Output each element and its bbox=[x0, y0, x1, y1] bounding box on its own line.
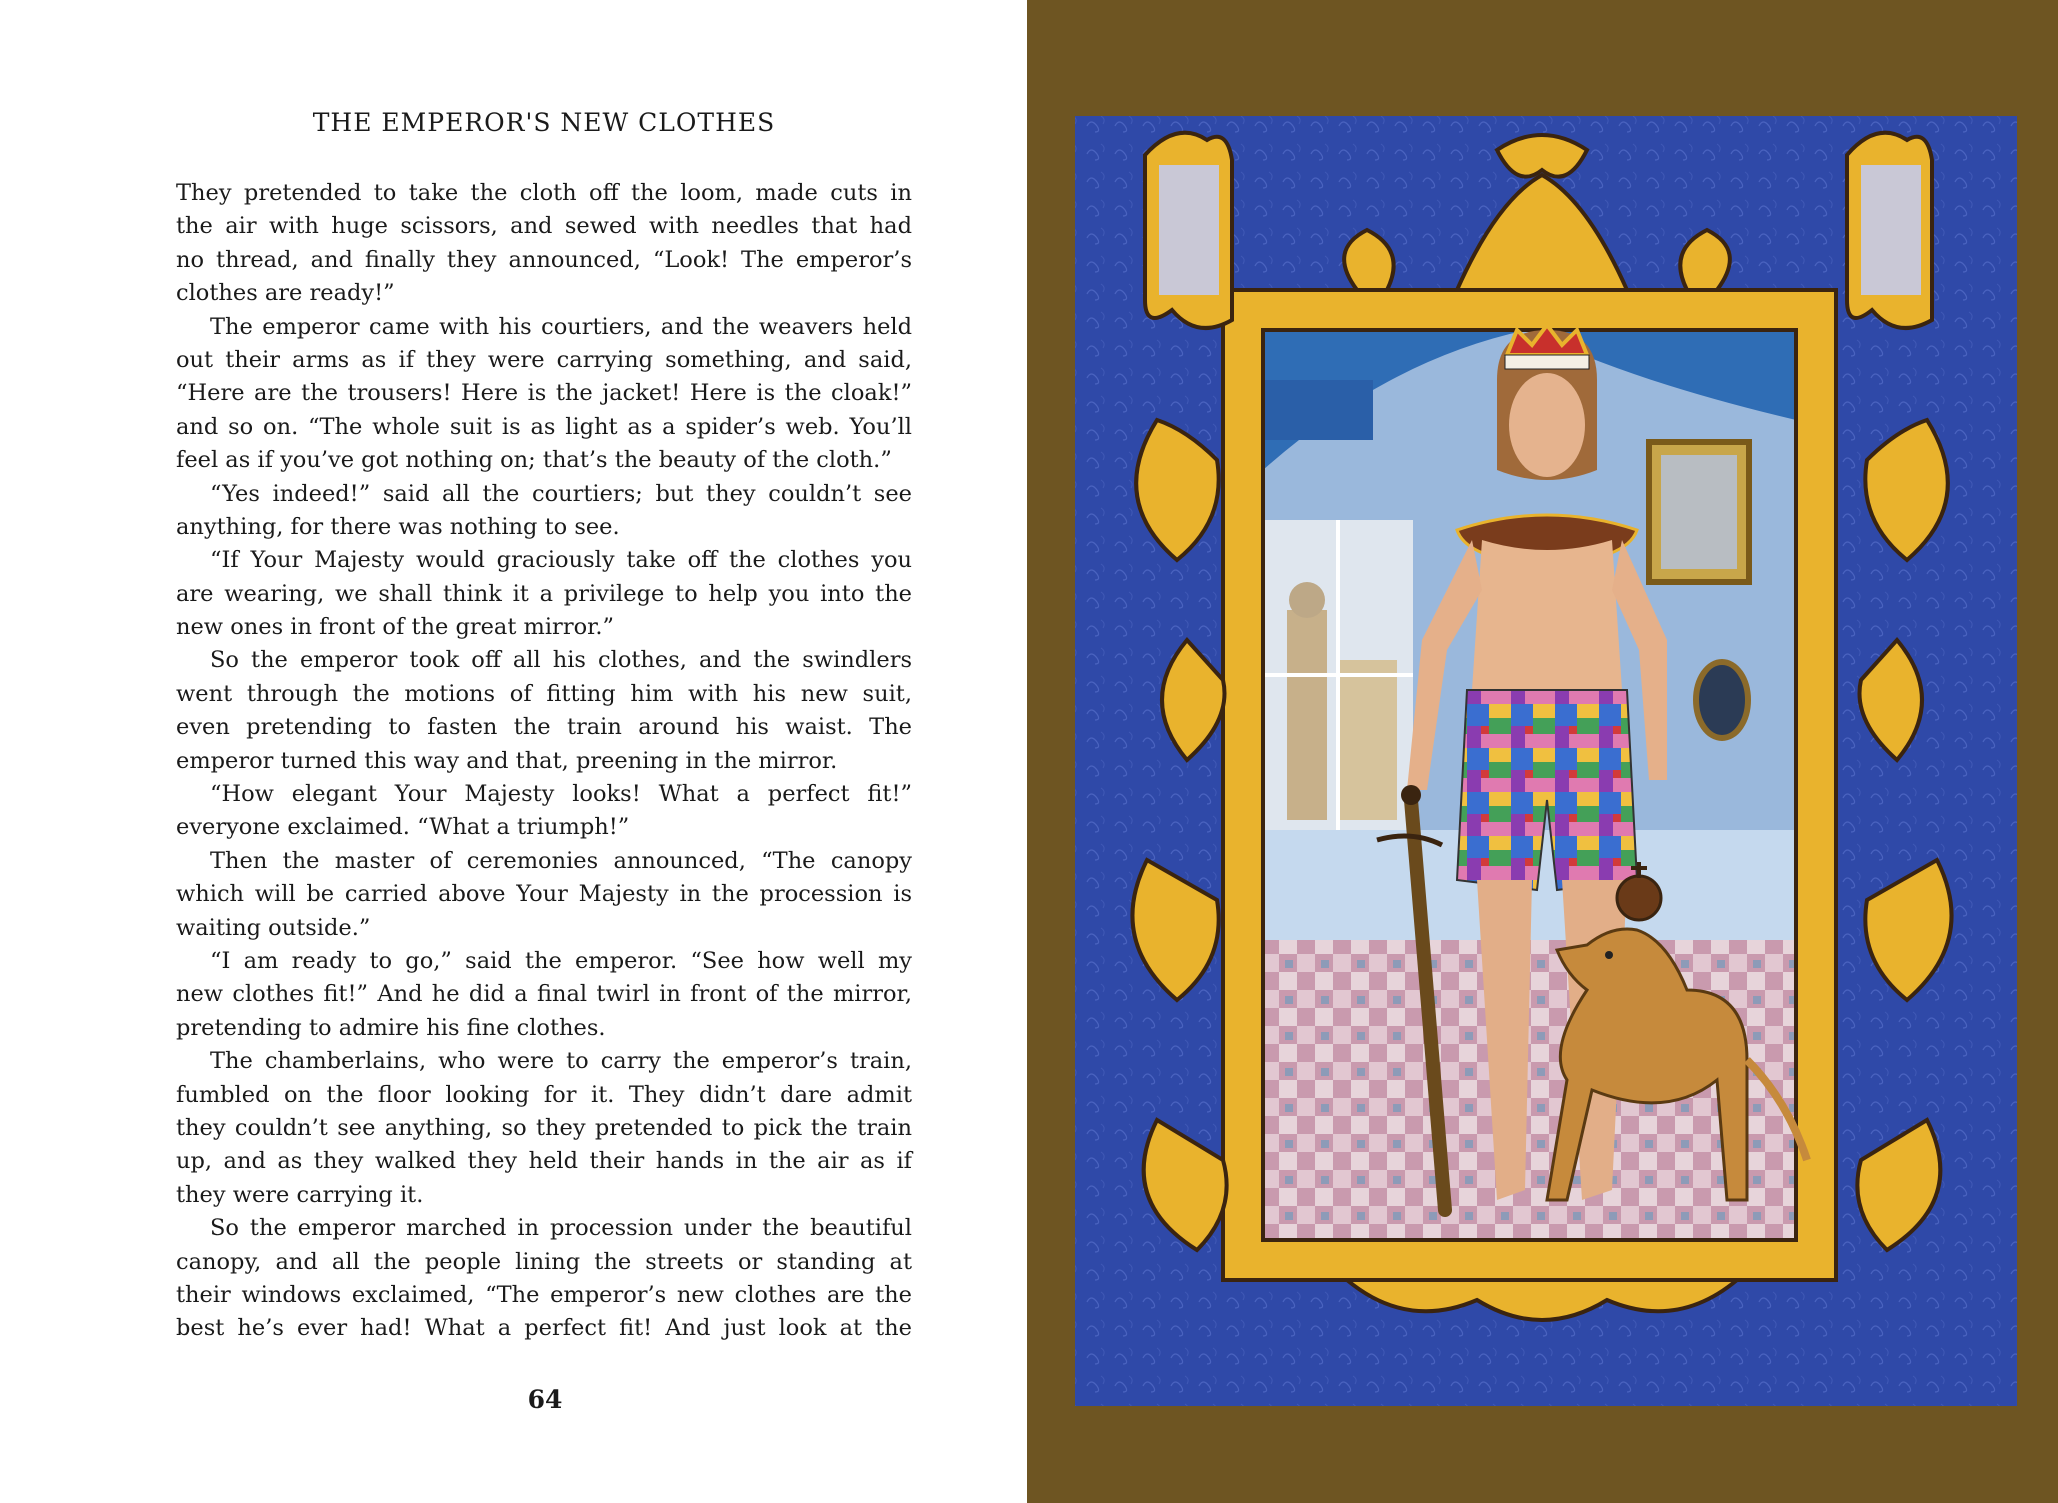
text-line: out their arms as if they were carrying something, and said, bbox=[176, 346, 912, 373]
left-plaque bbox=[1145, 133, 1232, 328]
text-line: even pretending to fasten the train around his waist. The bbox=[176, 714, 912, 741]
text-line: new clothes fit!” And he did a final twirl in front of the mirror, bbox=[176, 981, 912, 1008]
text-line: “How elegant Your Majesty looks! What a perfect fit!” bbox=[210, 781, 912, 808]
text-line: So the emperor took off all his clothes, and the swindlers bbox=[210, 647, 912, 674]
oval-portrait bbox=[1696, 662, 1748, 738]
text-line: Then the master of ceremonies announced, “The canopy bbox=[210, 847, 912, 874]
paragraph bbox=[176, 478, 912, 545]
text-line: fumbled on the floor looking for it. They didn’t dare admit bbox=[176, 1081, 912, 1108]
text-line: which will be carried above Your Majesty in the procession is bbox=[176, 881, 912, 908]
text-line: feel as if you’ve got nothing on; that’s the beauty of the cloth.” bbox=[176, 447, 892, 474]
crown bbox=[1507, 325, 1587, 355]
text-line: no thread, and finally they announced, “Look! The emperor’s bbox=[176, 246, 912, 273]
paragraph bbox=[176, 311, 912, 478]
text-line: emperor turned this way and that, preening in the mirror. bbox=[176, 747, 838, 774]
text-line: The chamberlains, who were to carry the emperor’s train, bbox=[210, 1048, 912, 1075]
text-line: best he’s ever had! What a perfect fit! And just look at the bbox=[176, 1315, 912, 1342]
page-number: 64 bbox=[527, 1385, 563, 1414]
text-line: “I am ready to go,” said the emperor. “See how well my bbox=[210, 947, 912, 974]
emperor-illustration bbox=[1027, 0, 2058, 1503]
paragraph bbox=[176, 778, 912, 845]
text-line: canopy, and all the people lining the streets or standing at bbox=[176, 1248, 912, 1275]
text-line: everyone exclaimed. “What a triumph!” bbox=[176, 814, 630, 841]
text-line: “Here are the trousers! Here is the jacket! Here is the cloak!” bbox=[176, 380, 912, 407]
paragraph bbox=[176, 1045, 912, 1212]
text-line: “If Your Majesty would graciously take off the clothes you bbox=[210, 547, 912, 574]
paragraph bbox=[176, 845, 912, 945]
text-line: The emperor came with his courtiers, and the weavers held bbox=[210, 313, 912, 340]
illustration-page bbox=[1027, 0, 2058, 1503]
text-line: anything, for there was nothing to see. bbox=[176, 513, 620, 540]
text-line: They pretended to take the cloth off the loom, made cuts in bbox=[176, 180, 912, 206]
paragraph bbox=[176, 1212, 912, 1346]
text-line: new ones in front of the great mirror.” bbox=[176, 614, 615, 641]
text-line: waiting outside.” bbox=[176, 914, 371, 941]
text-page bbox=[0, 0, 1027, 1503]
text-line: went through the motions of fitting him with his new suit, bbox=[176, 680, 912, 707]
text-line: the air with huge scissors, and sewed with needles that had bbox=[176, 213, 912, 240]
text-line: they couldn’t see anything, so they pretended to pick the train bbox=[176, 1114, 912, 1141]
paragraph bbox=[176, 544, 912, 644]
text-line: pretending to admire his fine clothes. bbox=[176, 1014, 606, 1041]
text-line: are wearing, we shall think it a privilege to help you into the bbox=[176, 580, 912, 607]
text-line: clothes are ready!” bbox=[176, 280, 395, 307]
paragraph bbox=[176, 644, 912, 778]
text-line: So the emperor marched in procession under the beautiful bbox=[210, 1215, 912, 1242]
text-line: up, and as they walked they held their hands in the air as if bbox=[176, 1148, 912, 1175]
text-line: they were carrying it. bbox=[176, 1181, 424, 1208]
paragraph bbox=[176, 177, 912, 311]
text-line: their windows exclaimed, “The emperor’s new clothes are the bbox=[176, 1281, 912, 1308]
running-head: THE EMPEROR'S NEW CLOTHES bbox=[312, 108, 776, 137]
right-plaque bbox=[1847, 133, 1932, 328]
paragraph bbox=[176, 945, 912, 1045]
text-line: “Yes indeed!” said all the courtiers; but they couldn’t see bbox=[210, 480, 912, 507]
text-line: and so on. “The whole suit is as light as a spider’s web. You’ll bbox=[176, 413, 912, 440]
body-text bbox=[176, 177, 912, 1346]
